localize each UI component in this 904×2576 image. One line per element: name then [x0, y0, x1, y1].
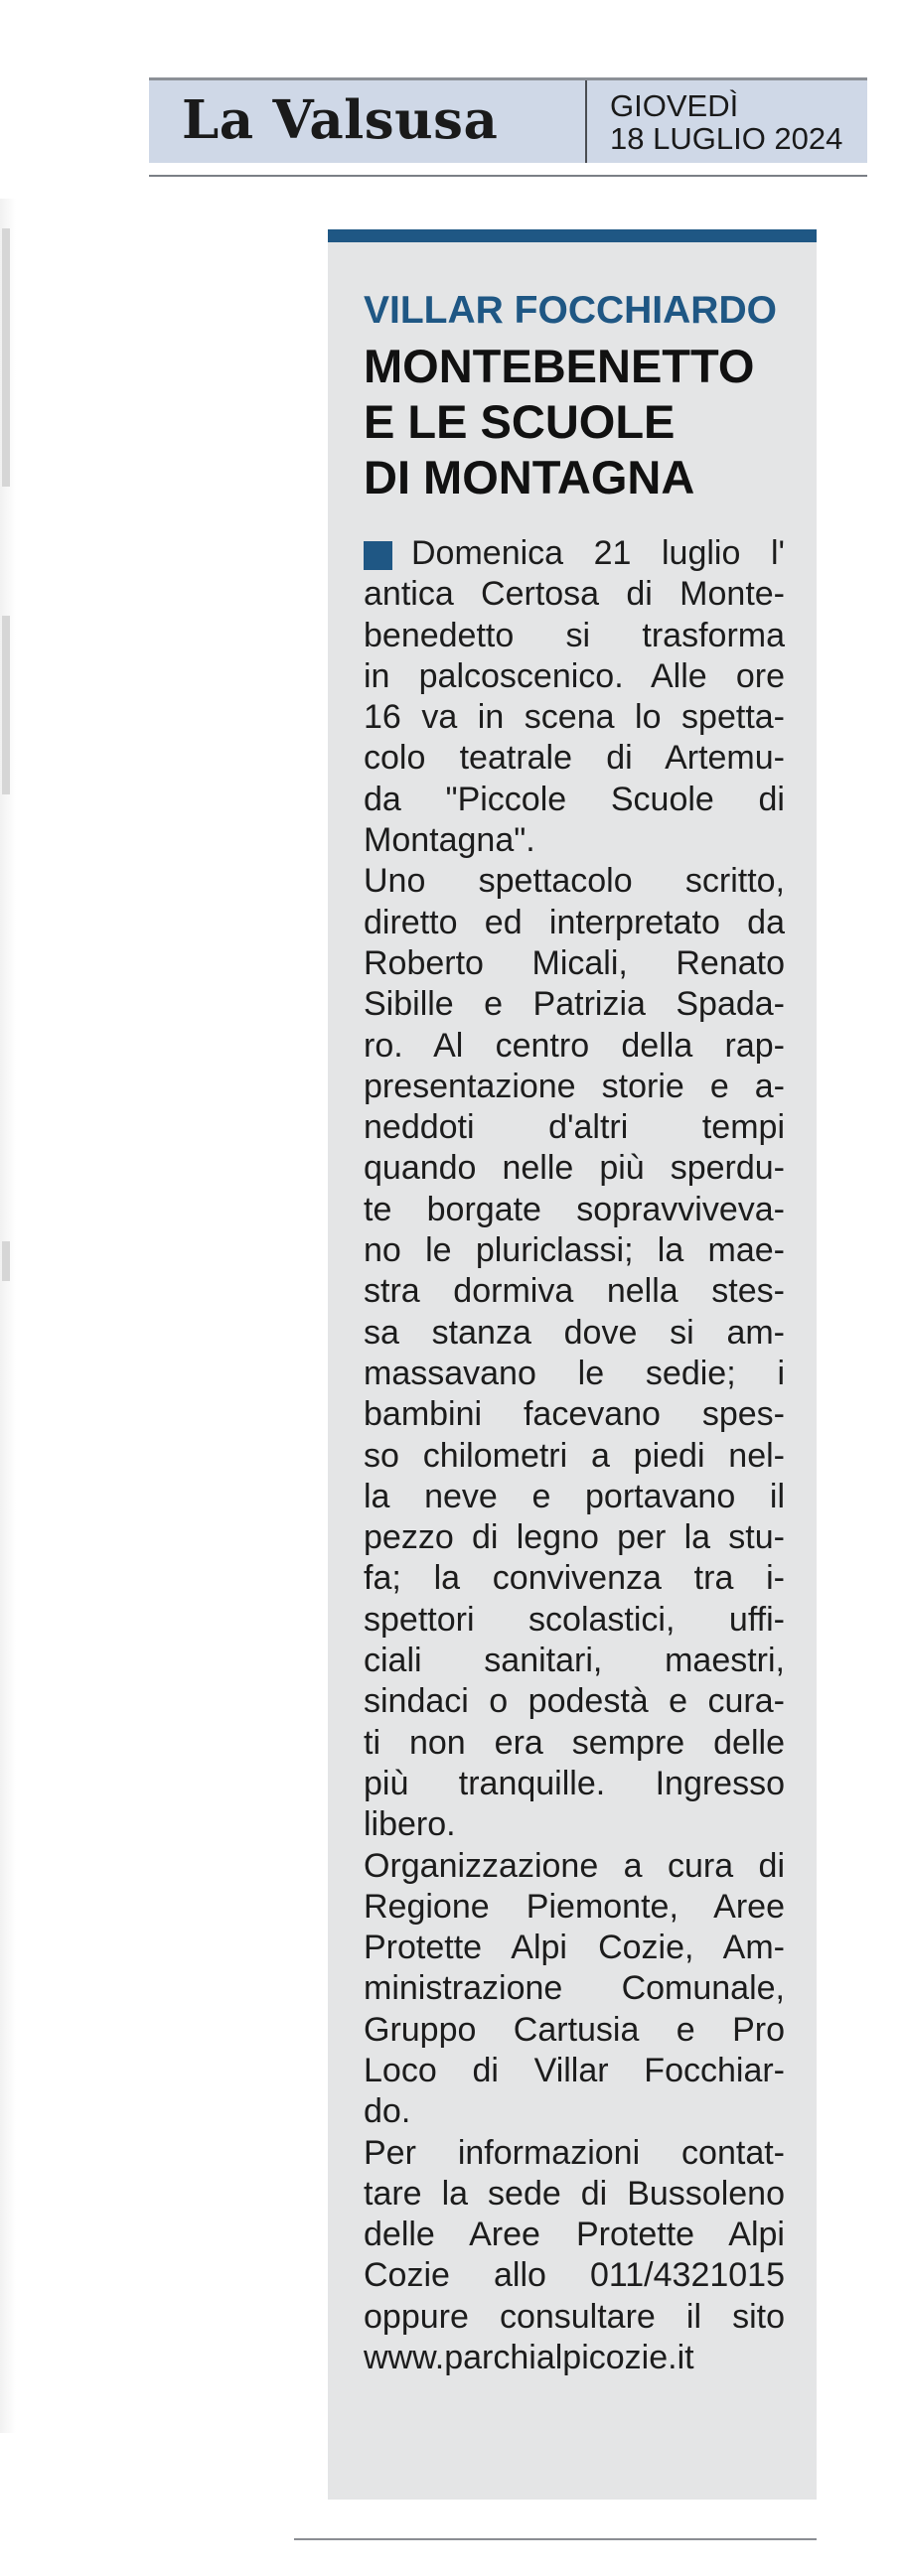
scan-edge-shadow — [0, 199, 16, 2433]
article-line: 16 va in scena lo spetta- — [364, 698, 785, 737]
article-line: ti non era sempre delle — [364, 1723, 785, 1762]
article-line: so chilometri a piedi nel- — [364, 1436, 785, 1475]
article-line: colo teatrale di Artemu- — [364, 739, 785, 778]
article-line: oppure consultare il sito — [364, 2297, 785, 2336]
article-line: da "Piccole Scuole di — [364, 780, 785, 818]
article-line: fa; la convivenza tra i- — [364, 1559, 785, 1598]
article-line: stra dormiva nella stes- — [364, 1272, 785, 1311]
article-line: Uno spettacolo scritto, — [364, 862, 785, 901]
article-box — [328, 229, 817, 2500]
newspaper-logo: La Valsusa — [182, 89, 499, 151]
article-line: www.parchialpicozie.it — [364, 2339, 694, 2377]
article-line: Organizzazione a cura di — [364, 1846, 785, 1885]
article-line: antica Certosa di Monte- — [364, 575, 785, 614]
article-line: massavano le sedie; i — [364, 1354, 785, 1392]
article-line: Sibille e Patrizia Spada- — [364, 985, 785, 1024]
article-line: libero. — [364, 1805, 456, 1844]
masthead — [149, 77, 867, 163]
issue-date-text: 18 LUGLIO 2024 — [610, 121, 843, 156]
article-line: la neve e portavano il — [364, 1477, 785, 1515]
article-line: ciali sanitari, maestri, — [364, 1642, 785, 1680]
article-line: quando nelle più sperdu- — [364, 1149, 785, 1188]
article-body — [364, 533, 785, 2378]
masthead-divider — [585, 80, 587, 163]
article-line: pezzo di legno per la stu- — [364, 1518, 785, 1557]
article-line: do. — [364, 2092, 411, 2131]
article-line: neddoti d'altri tempi — [364, 1108, 785, 1147]
headline-line: DI MONTAGNA — [364, 451, 695, 503]
article-line: te borgate sopravviveva- — [364, 1190, 785, 1228]
scan-mark — [2, 1241, 10, 1281]
scan-mark — [2, 616, 10, 794]
article-line: Cozie allo 011/4321015 — [364, 2256, 785, 2295]
article-line: tare la sede di Bussoleno — [364, 2174, 785, 2213]
article-kicker: VILLAR FOCCHIARDO — [364, 289, 777, 332]
article-line: ro. Al centro della rap- — [364, 1026, 785, 1065]
article-line: sa stanza dove si am- — [364, 1313, 785, 1352]
article-line: Protette Alpi Cozie, Am- — [364, 1929, 785, 1967]
article-line: più tranquille. Ingresso — [364, 1764, 785, 1802]
article-line: ministrazione Comunale, — [364, 1969, 785, 2008]
article-line: presentazione storie e a- — [364, 1067, 785, 1105]
issue-date — [610, 89, 842, 155]
square-bullet-icon — [364, 541, 392, 570]
article-top-bar — [328, 229, 817, 242]
article-line: Loco di Villar Focchiar- — [364, 2051, 785, 2089]
issue-day: GIOVEDÌ — [610, 88, 739, 123]
page-bottom-rule — [294, 2538, 817, 2540]
article-line: benedetto si trasforma — [364, 616, 785, 654]
headline-line: E LE SCUOLE — [364, 395, 676, 448]
article-line: Montagna". — [364, 821, 535, 860]
article-line — [364, 533, 785, 574]
masthead-underline — [149, 175, 867, 177]
article-line: diretto ed interpretato da — [364, 903, 785, 941]
article-headline — [364, 339, 801, 505]
article-line-text: Domenica 21 luglio l' — [411, 534, 785, 572]
article-line: Regione Piemonte, Aree — [364, 1887, 785, 1926]
article-line: Roberto Micali, Renato — [364, 943, 785, 982]
scan-mark — [2, 228, 10, 487]
article-line: delle Aree Protette Alpi — [364, 2216, 785, 2254]
article-line: no le pluriclassi; la mae- — [364, 1231, 785, 1270]
article-line: sindaci o podestà e cura- — [364, 1682, 785, 1721]
article-line: spettori scolastici, uffi- — [364, 1600, 785, 1639]
headline-line: MONTEBENETTO — [364, 340, 755, 392]
article-line: Per informazioni contat- — [364, 2133, 785, 2172]
article-line: in palcoscenico. Alle ore — [364, 656, 785, 695]
article-line: bambini facevano spes- — [364, 1395, 785, 1434]
article-line: Gruppo Cartusia e Pro — [364, 2010, 785, 2049]
